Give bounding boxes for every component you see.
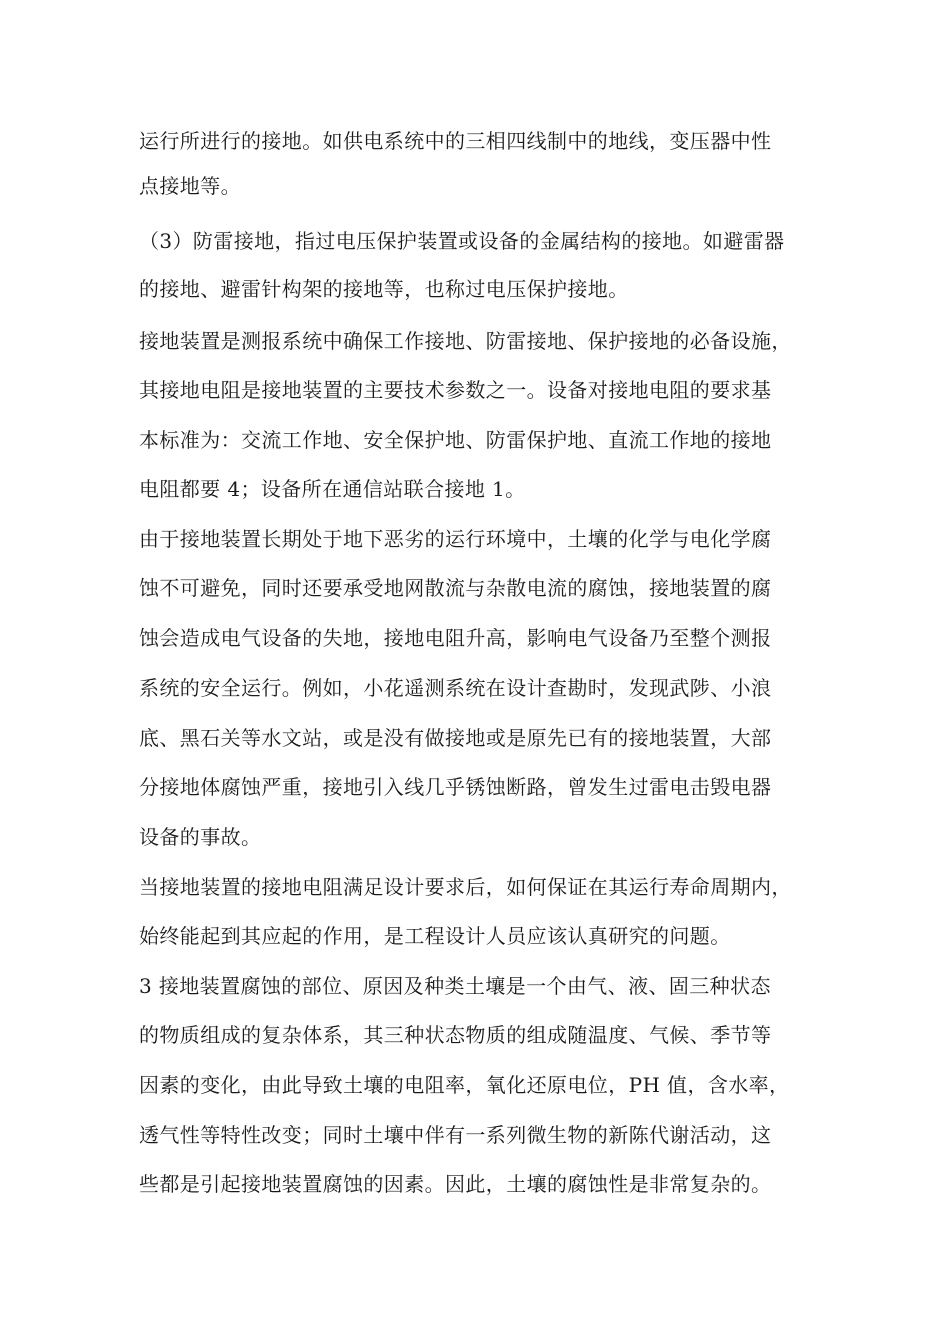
text-line: 因素的变化，由此导致土壤的电阻率，氧化还原电位，PH 值，含水率， bbox=[139, 1073, 790, 1097]
text-line: 由于接地装置长期处于地下恶劣的运行环境中，土壤的化学与电化学腐 bbox=[139, 527, 772, 551]
text-line: 分接地体腐蚀严重，接地引入线几乎锈蚀断路，曾发生过雷电击毁电器 bbox=[139, 775, 772, 799]
text-line: 设备的事故。 bbox=[139, 825, 262, 849]
text-line: （3）防雷接地，指过电压保护装置或设备的金属结构的接地。如避雷器 bbox=[139, 229, 785, 253]
text-line: 始终能起到其应起的作用，是工程设计人员应该认真研究的问题。 bbox=[139, 924, 731, 948]
text-line: 底、黑石关等水文站，或是没有做接地或是原先已有的接地装置，大部 bbox=[139, 726, 772, 750]
text-line: 的接地、避雷针构架的接地等，也称过电压保护接地。 bbox=[139, 277, 629, 301]
text-line: 当接地装置的接地电阻满足设计要求后，如何保证在其运行寿命周期内， bbox=[139, 875, 792, 899]
text-line: 透气性等特性改变；同时土壤中伴有一系列微生物的新陈代谢活动，这 bbox=[139, 1123, 772, 1147]
text-line: 接地装置是测报系统中确保工作接地、防雷接地、保护接地的必备设施， bbox=[139, 329, 792, 353]
text-line: 些都是引起接地装置腐蚀的因素。因此，土壤的腐蚀性是非常复杂的。 bbox=[139, 1172, 772, 1196]
text-line: 其接地电阻是接地装置的主要技术参数之一。设备对接地电阻的要求基 bbox=[139, 378, 772, 402]
text-line: 电阻都要 4；设备所在通信站联合接地 1。 bbox=[139, 477, 526, 501]
text-line: 系统的安全运行。例如，小花遥测系统在设计查勘时，发现武陟、小浪 bbox=[139, 676, 772, 700]
text-line: 本标准为：交流工作地、安全保护地、防雷保护地、直流工作地的接地 bbox=[139, 428, 772, 452]
text-line: 蚀不可避免，同时还要承受地网散流与杂散电流的腐蚀，接地装置的腐 bbox=[139, 576, 772, 600]
text-line: 点接地等。 bbox=[139, 174, 241, 198]
text-line: 3 接地装置腐蚀的部位、原因及种类土壤是一个由气、液、固三种状态 bbox=[139, 974, 771, 998]
text-line: 的物质组成的复杂体系，其三种状态物质的组成随温度、气候、季节等 bbox=[139, 1023, 772, 1047]
text-line: 运行所进行的接地。如供电系统中的三相四线制中的地线，变压器中性 bbox=[139, 129, 772, 153]
text-line: 蚀会造成电气设备的失地，接地电阻升高，影响电气设备乃至整个测报 bbox=[139, 626, 772, 650]
